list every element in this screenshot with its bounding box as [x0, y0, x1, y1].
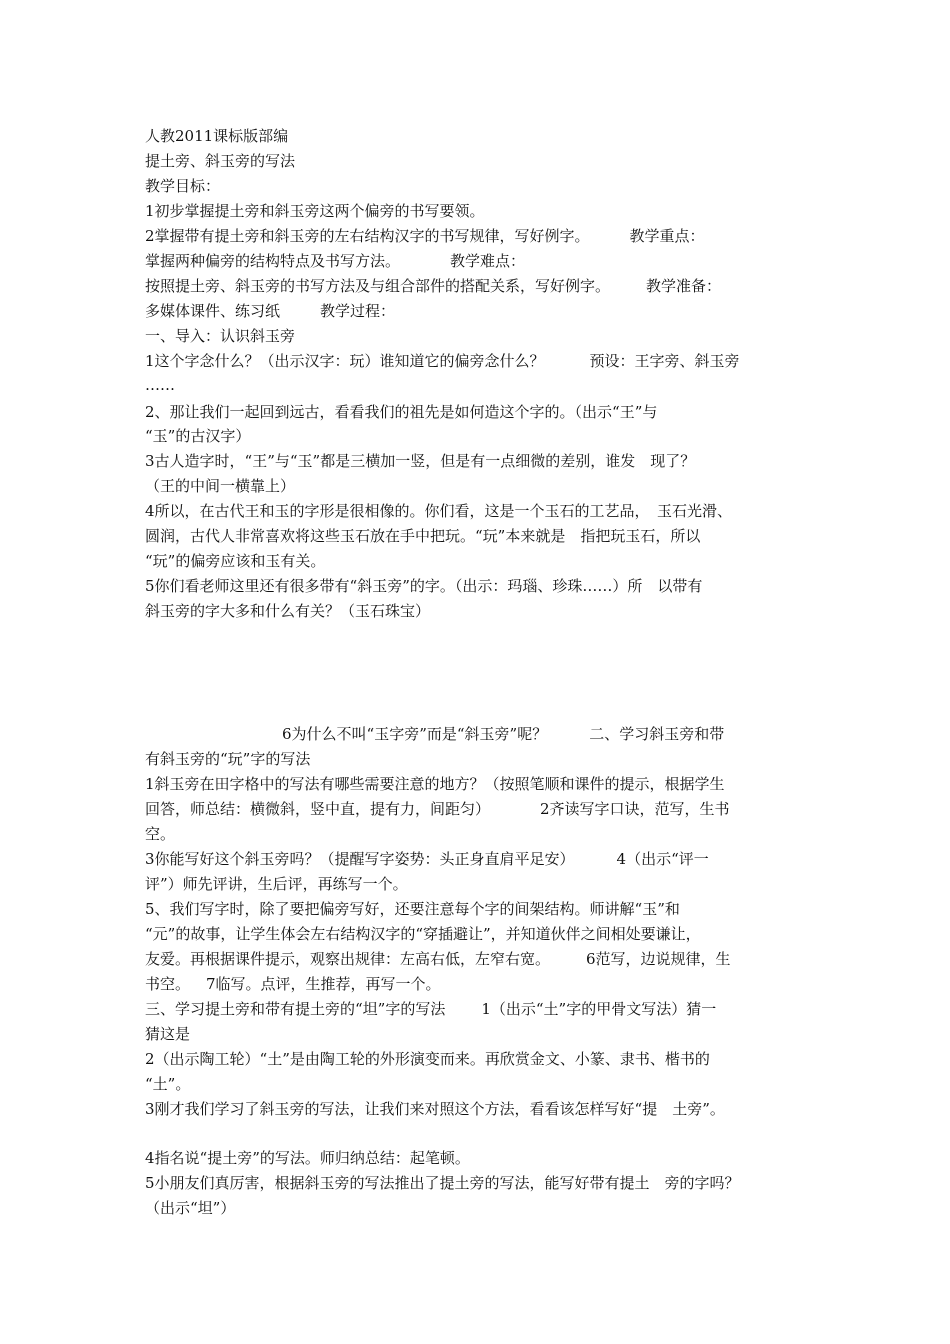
s2-q1-text-b: 回答，师总结：横微斜，竖中直，提有力，间距匀）: [145, 800, 491, 818]
s2-q4-line-b: 评”）师先评讲，生后评，再练写一个。: [145, 875, 408, 893]
key-points-line: [145, 249, 525, 273]
s2-q1-line-a: 1斜玉旁在田字格中的写法有哪些需要注意的地方？（按照笔顺和课件的提示，根据学生: [145, 775, 725, 793]
section-3-heading: 三、学习提土旁和带有提土旁的“坦”字的写法: [145, 1000, 446, 1018]
s3-q4-line: 4指名说“提土旁”的写法。师归纳总结：起笔顿。: [145, 1149, 470, 1167]
s3-q2-line-b: “土”。: [145, 1075, 191, 1093]
s1-q4-line-c: “玩”的偏旁应该和玉有关。: [145, 552, 326, 570]
s2-q2-line-b: 空。: [145, 825, 176, 843]
difficulty-line: [145, 274, 721, 298]
s2-q5-line-b: “元”的故事，让学生体会左右结构汉字的“穿插避让”，并知道伙伴之间相处要谦让，: [145, 925, 701, 943]
s1-q1-ellipsis: ……: [145, 376, 175, 394]
s1-q1-line: [145, 349, 740, 373]
s2-q5-line-c: [145, 947, 731, 971]
header-line: 人教2011课标版部编: [145, 127, 289, 145]
difficulty-text: 按照提土旁、斜玉旁的书写方法及与组合部件的搭配关系，写好例字。: [145, 277, 611, 295]
difficulty-label: 教学难点：: [450, 252, 526, 270]
s1-q5-line-b: 斜玉旁的字大多和什么有关？（玉石珠宝）: [145, 602, 431, 620]
s2-q4-text-a: 4（出示“评一: [616, 850, 709, 868]
s2-q6-line-b: [145, 972, 441, 996]
s1-q6-text: 6为什么不叫“玉字旁”而是“斜玉旁”呢？: [282, 725, 548, 743]
s1-q4-line-a: 4所以，在古代王和玉的字形是很相像的。你们看，这是一个玉石的工艺品， 玉石光滑、: [145, 502, 733, 520]
s2-q3-line: [145, 847, 709, 871]
s3-q1-line-b: 猜这是: [145, 1025, 191, 1043]
prep-text: 多媒体课件、练习纸: [145, 302, 281, 320]
s1-q2-line-a: 2、那让我们一起回到远古，看看我们的祖先是如何造这个字的。（出示“王”与: [145, 403, 658, 421]
key-points-label: 教学重点：: [629, 227, 705, 245]
s3-q5-line-b: （出示“坦”）: [145, 1199, 236, 1217]
s2-q6-text-a: 6范写，边说规律，生: [586, 950, 731, 968]
key-points-text: 掌握两种偏旁的结构特点及书写方法。: [145, 252, 401, 270]
lesson-title: 提土旁、斜玉旁的写法: [145, 152, 296, 170]
objectives-heading: 教学目标：: [145, 177, 221, 195]
process-label: 教学过程：: [320, 302, 396, 320]
s1-q4-line-b: 圆润，古代人非常喜欢将这些玉石放在手中把玩。“玩”本来就是 指把玩玉石，所以: [145, 527, 701, 545]
s2-q3-text: 3你能写好这个斜玉旁吗？（提醒写字姿势：头正身直肩平足安）: [145, 850, 575, 868]
s2-q7-text: 7临写。点评，生推荐，再写一个。: [206, 975, 441, 993]
section-2-heading-end: 有斜玉旁的“玩”字的写法: [145, 750, 311, 768]
s1-q1-preset: 预设：王字旁、斜玉旁: [589, 352, 740, 370]
section-1-heading: 一、导入：认识斜玉旁: [145, 327, 296, 345]
prep-label: 教学准备：: [646, 277, 722, 295]
prep-line: [145, 299, 395, 323]
objective-2: 2掌握带有提土旁和斜玉旁的左右结构汉字的书写规律，写好例字。: [145, 227, 590, 245]
section-3-heading-line: [145, 997, 716, 1021]
s1-q2-line-b: “玉”的古汉字）: [145, 427, 251, 445]
s2-q5-line-a: 5、我们写字时，除了要把偏旁写好，还要注意每个字的间架结构。师讲解“玉”和: [145, 900, 680, 918]
section-2-heading-start: 二、学习斜玉旁和带: [589, 725, 725, 743]
s1-q3-line-b: （王的中间一横靠上）: [145, 477, 296, 495]
s2-q5-text-c: 友爱。再根据课件提示，观察出规律：左高右低，左窄右宽。: [145, 950, 551, 968]
objective-2-line: [145, 224, 705, 248]
s2-q6-text-b: 书空。: [145, 975, 191, 993]
s3-q2-line-a: 2（出示陶工轮）“土”是由陶工轮的外形演变而来。再欣赏金文、小篆、隶书、楷书的: [145, 1050, 710, 1068]
s2-q1-line-b: [145, 797, 730, 821]
s3-q3-line: 3刚才我们学习了斜玉旁的写法，让我们来对照这个方法，看看该怎样写好“提 土旁”。: [145, 1100, 725, 1118]
s3-q5-line-a: 5小朋友们真厉害，根据斜玉旁的写法推出了提土旁的写法，能写好带有提土 旁的字吗？: [145, 1174, 740, 1192]
s3-q1-text-a: 1（出示“土”字的甲骨文写法）猜一: [481, 1000, 717, 1018]
objective-1: 1初步掌握提土旁和斜玉旁这两个偏旁的书写要领。: [145, 202, 485, 220]
s1-q1-text: 1这个字念什么？（出示汉字：玩）谁知道它的偏旁念什么？: [145, 352, 545, 370]
s1-q3-line-a: 3古人造字时，“王”与“玉”都是三横加一竖，但是有一点细微的差别，谁发 现了？: [145, 452, 696, 470]
s1-q5-line-a: 5你们看老师这里还有很多带有“斜玉旁”的字。（出示：玛瑙、珍珠……）所 以带有: [145, 577, 703, 595]
s2-q2-text-a: 2齐读写字口诀，范写，生书: [540, 800, 730, 818]
s1-q6-line: [282, 722, 724, 746]
